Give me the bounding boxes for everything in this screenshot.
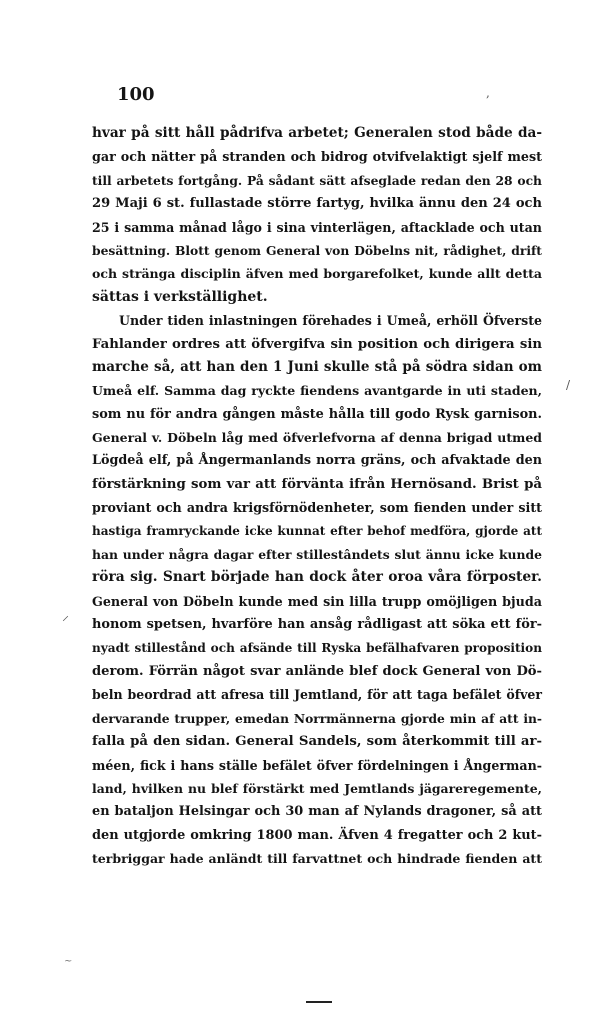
text-line: förstärkning som var att förvänta ifrån Hernösand. Brist på — [92, 476, 542, 492]
text-line: General v. Döbeln låg med öfverlefvorna af denna brigad utmed — [92, 430, 542, 446]
text-line: hastiga framryckande icke kunnat efter behof medföra, gjorde att — [92, 523, 542, 538]
text-line: falla på den sidan. General Sandels, som återkommit till ar- — [92, 734, 542, 750]
text-line: beln beordrad att afresa till Jemtland, för att taga befälet öfver — [92, 687, 542, 703]
text-line: honom spetsen, hvarföre han ansåg rådligast att söka ett för- — [92, 617, 542, 633]
text-line: marche så, att han den 1 Juni skulle stå på södra sidan om — [92, 358, 542, 375]
text-line-paragraph-end: sättas i verkställighet. — [92, 288, 268, 305]
page-number: 100 — [117, 84, 155, 105]
text-line: röra sig. Snart började han dock åter oroa våra förposter. — [92, 569, 542, 586]
text-line: terbriggar hade anländt till farvattnet och hindrade fienden att — [92, 851, 542, 867]
text-line: nyadt stillestånd och afsände till Ryska befälhafvaren proposition — [92, 640, 542, 655]
text-line: den utgjorde omkring 1800 man. Äfven 4 fregatter och 2 kut- — [92, 827, 542, 843]
text-line: som nu för andra gången måste hålla till godo Rysk garnison. — [92, 406, 542, 422]
text-line: hvar på sitt håll pådrifva arbetet; Generalen stod både da- — [92, 125, 542, 141]
text-line: besättning. Blott genom General von Döbelns nit, rådighet, drift — [92, 242, 542, 258]
text-line: General von Döbeln kunde med sin lilla trupp omöjligen bjuda — [92, 593, 542, 609]
text-line: han under några dagar efter stillestândets slut ännu icke kunde — [92, 547, 542, 563]
text-line: och stränga disciplin äfven med borgarefolket, kunde allt detta — [92, 266, 542, 282]
text-line: Fahlander ordres att öfvergifva sin position och dirigera sin — [92, 336, 542, 352]
text-line-paragraph-start: Under tiden inlastningen förehades i Umeå, erhöll Öfverste — [119, 313, 542, 329]
text-line: 25 i samma månad lågo i sina vinterlägen, aftacklade och utan — [92, 219, 542, 235]
stray-mark-right: / — [566, 378, 571, 392]
text-line: land, hvilken nu blef förstärkt med Jemtlands jägareregemente, — [92, 780, 542, 796]
text-line: méen, fick i hans ställe befälet öfver fördelningen i Ångerman- — [92, 757, 542, 773]
text-line: derom. Förrän något svar anlände blef dock General von Dö- — [92, 663, 542, 679]
stray-mark-top: , — [486, 86, 490, 100]
text-line: Lögdeå elf, på Ångermanlands norra gräns, och afvaktade den — [92, 453, 542, 469]
text-line: en bataljon Helsingar och 30 man af Nylands dragoner, så att — [92, 804, 542, 820]
text-line: proviant och andra krigsförnödenheter, som fienden under sitt — [92, 500, 542, 516]
text-line: gar och nätter på stranden och bidrog otvifvelaktigt sjelf mest — [92, 149, 542, 165]
footer-rule — [306, 1001, 332, 1003]
stray-mark-bottom: ~ — [64, 956, 73, 967]
text-line: 29 Maji 6 st. fullastade större fartyg, hvilka ännu den 24 och — [92, 196, 542, 212]
text-line: dervarande trupper, emedan Norrmännerna gjorde min af att in- — [92, 710, 542, 726]
text-line: Umeå elf. Samma dag ryckte fiendens avantgarde in uti staden, — [92, 383, 542, 399]
body-text — [92, 122, 542, 871]
text-line: till arbetets fortgång. På sådant sätt afseglade redan den 28 och — [92, 172, 542, 188]
stray-mark-left: ⸝ — [62, 608, 69, 624]
